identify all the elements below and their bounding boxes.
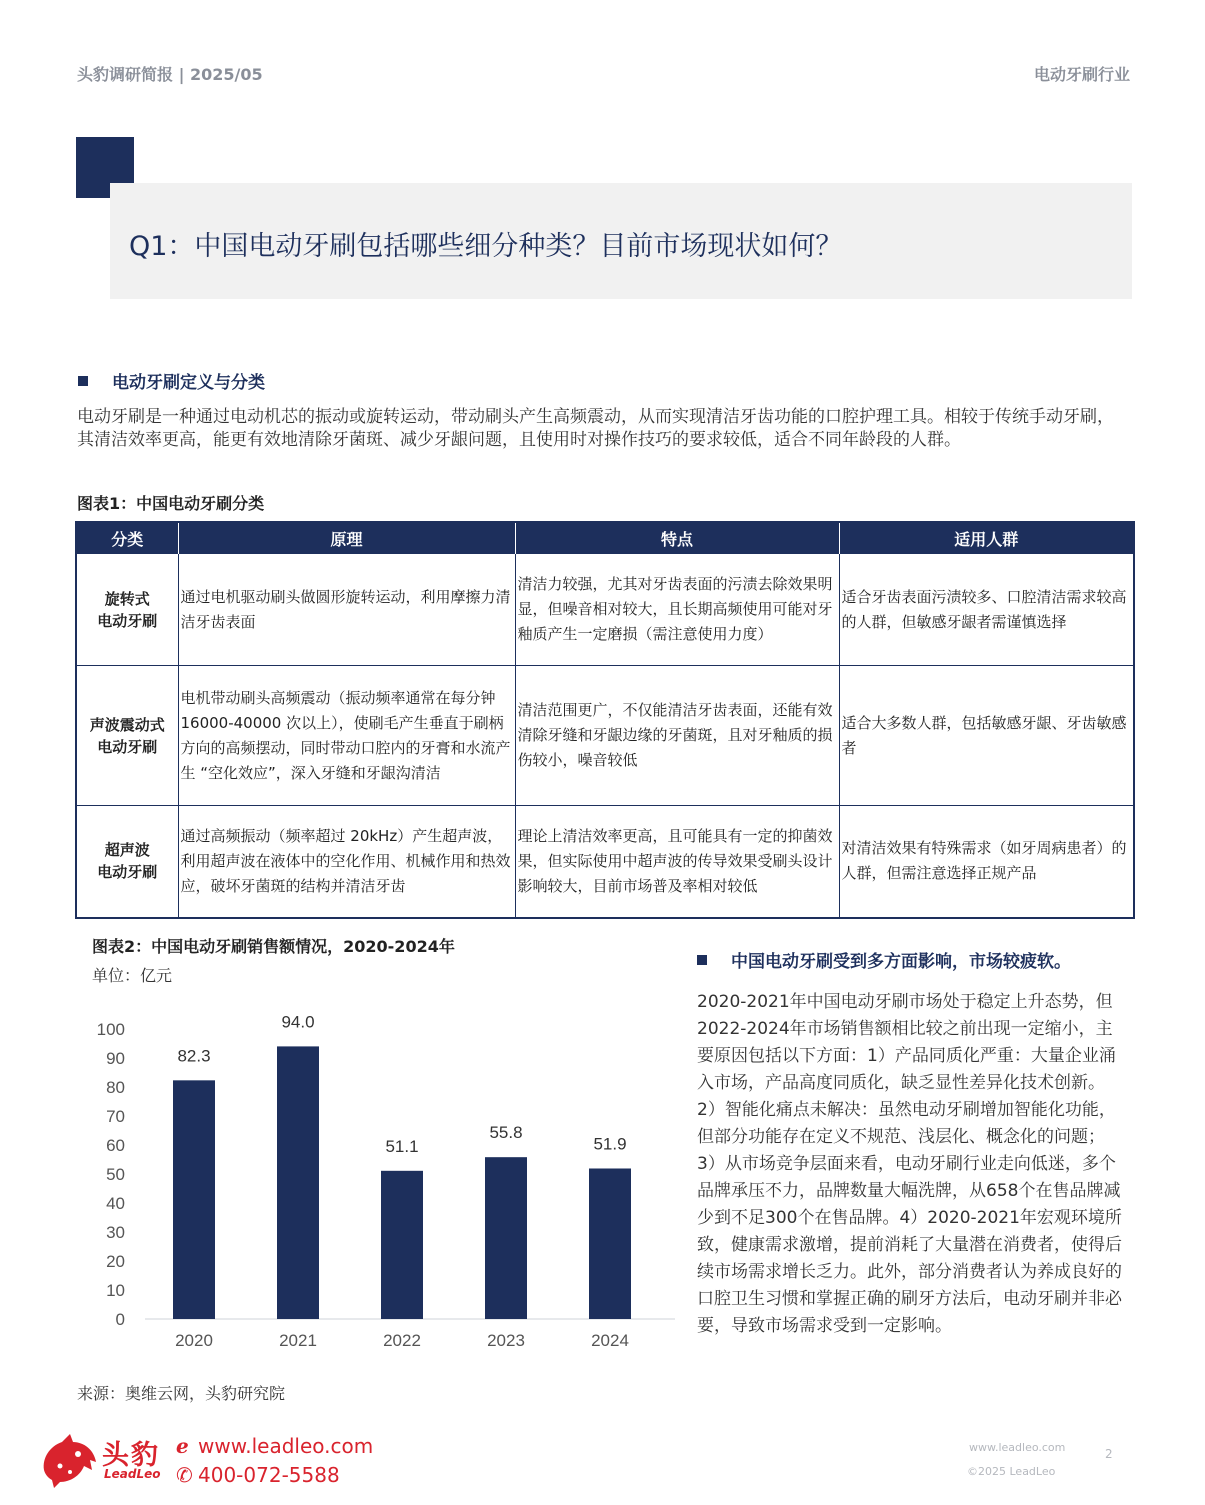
data-label: 94.0	[281, 1012, 315, 1032]
y-tick-label: 0	[115, 1310, 125, 1329]
header-report-title: 头豹调研简报 | 2025/05	[77, 65, 263, 84]
bar-2024	[589, 1168, 631, 1319]
category-line: 旋转式	[104, 589, 150, 608]
y-tick-label: 40	[106, 1194, 125, 1213]
figure1-title: 图表1：中国电动牙刷分类	[77, 494, 265, 513]
y-tick-label: 10	[106, 1281, 125, 1300]
web-e-icon: ℯ	[176, 1434, 189, 1458]
market-paragraph: 2020-2021年中国电动牙刷市场处于稳定上升态势，但2022-2024年市场销售额相比较之前出现一定缩小，主要原因包括以下方面：1）产品同质化严重：大量企业涌入市场，产品高度同质化，缺乏显性差异化技术创新。2）智能化痛点未解决：虽然电动牙刷增加智能化功能，但部分功能存在定义不规范、浅层化、概念化的问题；3）从市场竞争层面来看，电动牙刷行业走向低迷，多个品牌承压不力，品牌数量大幅洗牌，从658个在售品牌减少到不足300个在售品牌。4）2020-2021年宏观环境所致，健康需求激增，提前消耗了大量潜在消费者，使得后续市场需求增长乏力。此外，部分消费者认为养成良好的口腔卫生习惯和掌握正确的刷牙方法后，电动牙刷并非必要，导致市场需求受到一定影响。	[697, 992, 1122, 1336]
y-tick-label: 20	[106, 1252, 125, 1271]
phone-text: 400-072-5588	[198, 1463, 340, 1487]
bar-2023	[485, 1157, 527, 1319]
phone-number[interactable]	[176, 1463, 340, 1487]
table-row	[76, 806, 1134, 918]
x-tick-label: 2022	[383, 1331, 421, 1350]
table-cell-audience: 适合牙齿表面污渍较多、口腔清洁需求较高的人群，但敏感牙龈者需谨慎选择	[839, 554, 1134, 666]
category-line: 电动牙刷	[97, 611, 158, 630]
category-line: 电动牙刷	[97, 863, 158, 882]
bullet-square-icon	[78, 376, 88, 386]
table-cell-feature: 清洁力较强，尤其对牙齿表面的污渍去除效果明显，但噪音相对较大，且长期高频使用可能对牙釉质产生一定磨损（需注意使用力度）	[515, 554, 839, 666]
website-text: www.leadleo.com	[198, 1434, 374, 1458]
data-label: 51.1	[385, 1136, 419, 1156]
website-link[interactable]	[176, 1434, 373, 1458]
brand-name-cn: 头豹	[102, 1440, 160, 1471]
footer-copyright: ©2025 LeadLeo	[967, 1465, 1056, 1478]
table-cell-feature: 清洁范围更广，不仅能清洁牙齿表面，还能有效清除牙缝和牙龈边缘的牙菌斑，且对牙釉质的损伤较小，噪音较低	[515, 666, 839, 806]
figure2-title: 图表2：中国电动牙刷销售额情况，2020-2024年	[92, 937, 455, 956]
table-row	[76, 666, 1134, 806]
page-number: 2	[1105, 1447, 1113, 1461]
data-label: 82.3	[177, 1046, 211, 1066]
sales-bar-chart	[75, 990, 675, 1365]
data-label: 55.8	[489, 1123, 523, 1143]
bar-2020	[173, 1080, 215, 1319]
y-tick-label: 50	[106, 1165, 125, 1184]
y-tick-label: 100	[96, 1020, 125, 1039]
table-cell-principle: 通过高频振动（频率超过 20kHz）产生超声波，利用超声波在液体中的空化作用、机械作用和热效应，破坏牙菌斑的结构并清洁牙齿	[178, 806, 515, 918]
intro-paragraph: 电动牙刷是一种通过电动机芯的振动或旋转运动，带动刷头产生高频震动，从而实现清洁牙齿功能的口腔护理工具。相较于传统手动牙刷，其清洁效率更高，能更有效地清除牙菌斑、减少牙龈问题，且使用时对操作技巧的要求较低，适合不同年龄段的人群。	[77, 407, 1114, 450]
phone-icon: ✆	[176, 1463, 193, 1487]
y-tick-label: 80	[106, 1078, 125, 1097]
x-tick-label: 2020	[175, 1331, 213, 1350]
table-header-row	[76, 522, 1134, 554]
y-tick-label: 60	[106, 1136, 125, 1155]
x-tick-label: 2023	[487, 1331, 525, 1350]
table-row	[76, 554, 1134, 666]
table-cell-audience: 对清洁效果有特殊需求（如牙周病患者）的人群，但需注意选择正规产品	[839, 806, 1134, 918]
question-title: Q1：中国电动牙刷包括哪些细分种类？目前市场现状如何？	[129, 231, 843, 262]
category-line: 电动牙刷	[97, 737, 158, 756]
brand-name-en: LeadLeo	[104, 1467, 161, 1481]
section-title-market	[697, 947, 1071, 972]
category-line: 超声波	[104, 841, 150, 860]
category-line: 声波震动式	[89, 715, 165, 734]
x-tick-label: 2021	[279, 1331, 317, 1350]
footer-site: www.leadleo.com	[969, 1441, 1066, 1454]
header-industry: 电动牙刷行业	[1033, 65, 1130, 84]
section-title-text: 中国电动牙刷受到多方面影响，市场较疲软。	[731, 952, 1071, 972]
data-label: 51.9	[593, 1134, 627, 1154]
table-cell-feature: 理论上清洁效率更高，且可能具有一定的抑菌效果，但实际使用中超声波的传导效果受刷头设计影响较大，目前市场普及率相对较低	[515, 806, 839, 918]
y-tick-label: 70	[106, 1107, 125, 1126]
table-header-category: 分类	[76, 522, 178, 554]
table-header-principle: 原理	[178, 522, 515, 554]
source-note: 来源：奥维云网，头豹研究院	[77, 1384, 286, 1403]
table-cell-audience: 适合大多数人群，包括敏感牙龈、牙齿敏感者	[839, 666, 1134, 806]
table-cell-category	[76, 806, 178, 918]
table-cell-principle: 电机带动刷头高频震动（振动频率通常在每分钟 16000-40000 次以上），使刷毛产生垂直于刷柄方向的高频摆动，同时带动口腔内的牙膏和水流产生 “空化效应”，深入牙缝和牙龈沟清洁	[178, 666, 515, 806]
section-title-text: 电动牙刷定义与分类	[112, 373, 265, 393]
table-cell-category	[76, 554, 178, 666]
table-cell-principle: 通过电机驱动刷头做圆形旋转运动，利用摩擦力清洁牙齿表面	[178, 554, 515, 666]
bullet-square-icon	[697, 955, 707, 965]
x-tick-label: 2024	[591, 1331, 629, 1350]
y-tick-label: 30	[106, 1223, 125, 1242]
bar-2021	[277, 1046, 319, 1319]
table-header-audience: 适用人群	[839, 522, 1134, 554]
bar-2022	[381, 1171, 423, 1319]
leadleo-logo-icon	[40, 1432, 100, 1488]
table-cell-category	[76, 666, 178, 806]
chart-unit-label: 单位：亿元	[92, 966, 173, 985]
y-tick-label: 90	[106, 1049, 125, 1068]
table-header-feature: 特点	[515, 522, 839, 554]
section-title-definition	[78, 368, 265, 393]
classification-table	[75, 521, 1135, 919]
